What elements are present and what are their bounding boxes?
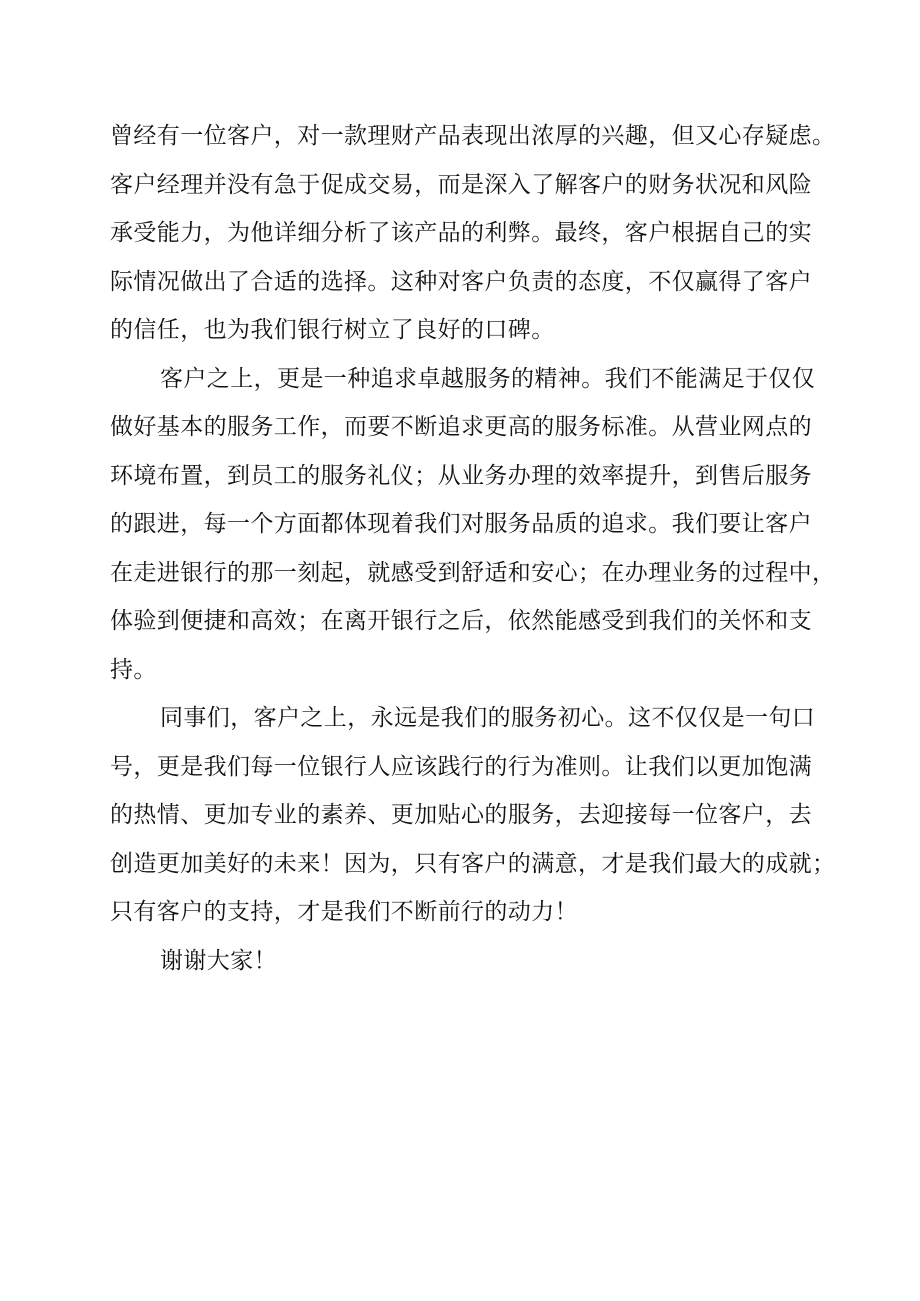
text-line: 的热情、更加专业的素养、更加贴心的服务，去迎接每一位客户，去 xyxy=(110,802,812,828)
text-line: 客户经理并没有急于促成交易，而是深入了解客户的财务状况和风险 xyxy=(110,171,812,198)
text-line: 的信任，也为我们银行树立了良好的口碑。 xyxy=(110,317,555,343)
document-body xyxy=(110,112,836,985)
paragraph-1 xyxy=(110,112,836,355)
text-line: 曾经有一位客户，对一款理财产品表现出浓厚的兴趣，但又心存疑虑。 xyxy=(110,123,836,149)
text-line: 体验到便捷和高效；在离开银行之后，依然能感受到我们的关怀和支 xyxy=(110,608,812,634)
text-line: 做好基本的服务工作，而要不断追求更高的服务标准。从营业网点的 xyxy=(110,414,812,440)
paragraph-3 xyxy=(110,694,836,937)
text-line: 持。 xyxy=(110,656,157,683)
text-line: 创造更加美好的未来！因为，只有客户的满意，才是我们最大的成就； xyxy=(110,850,836,877)
text-line: 的跟进，每一个方面都体现着我们对服务品质的追求。我们要让客户 xyxy=(110,511,812,537)
text-line-indented: 客户之上，更是一种追求卓越服务的精神。我们不能满足于仅仅 xyxy=(160,365,816,392)
text-line: 环境布置，到员工的服务礼仪；从业务办理的效率提升，到售后服务 xyxy=(110,462,812,489)
closing-line: 谢谢大家！ xyxy=(160,947,277,974)
text-line-indented: 同事们，客户之上，永远是我们的服务初心。这不仅仅是一句口 xyxy=(160,705,816,731)
text-line: 在走进银行的那一刻起，就感受到舒适和安心；在办理业务的过程中， xyxy=(110,559,836,586)
paragraph-2 xyxy=(110,355,836,695)
paragraph-4 xyxy=(110,937,822,986)
text-line: 承受能力，为他详细分析了该产品的利弊。最终，客户根据自己的实 xyxy=(110,220,812,246)
text-line: 号，更是我们每一位银行人应该践行的行为准则。让我们以更加饱满 xyxy=(110,753,812,780)
text-line: 只有客户的支持，才是我们不断前行的动力！ xyxy=(110,899,578,925)
text-line: 际情况做出了合适的选择。这种对客户负责的态度，不仅赢得了客户 xyxy=(110,268,812,295)
